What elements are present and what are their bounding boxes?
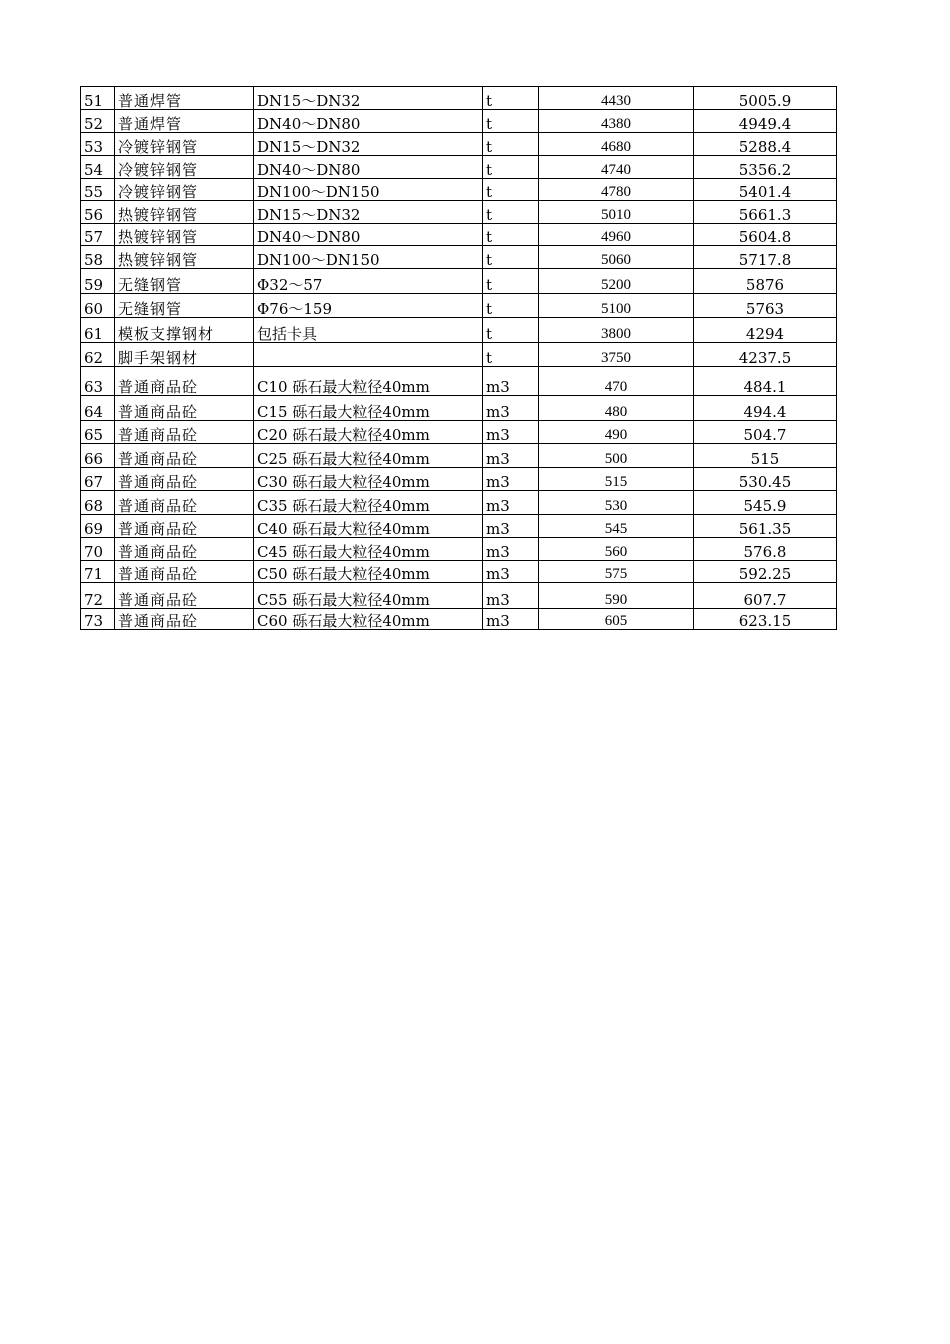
unit-cell: m3: [483, 367, 539, 396]
unit-price-cell: 590: [539, 583, 694, 609]
total-price-cell: 4294: [694, 318, 837, 343]
specification-cell: DN40～DN80: [254, 110, 483, 133]
unit-price-cell: 4740: [539, 156, 694, 179]
unit-cell: t: [483, 179, 539, 201]
unit-cell: m3: [483, 583, 539, 609]
material-name-cell: 冷镀锌钢管: [115, 156, 254, 179]
unit-price-cell: 470: [539, 367, 694, 396]
table-row: [81, 609, 837, 630]
unit-cell: t: [483, 294, 539, 318]
unit-price-cell: 490: [539, 421, 694, 444]
row-number-cell: 58: [81, 246, 115, 269]
unit-price-cell: 4380: [539, 110, 694, 133]
material-name-cell: 脚手架钢材: [115, 343, 254, 367]
row-number-cell: 59: [81, 269, 115, 294]
total-price-cell: 530.45: [694, 468, 837, 491]
specification-cell: C55 砾石最大粒径40mm: [254, 583, 483, 609]
specification-cell: DN100～DN150: [254, 246, 483, 269]
total-price-cell: 623.15: [694, 609, 837, 630]
table-row: [81, 110, 837, 133]
total-price-cell: 545.9: [694, 491, 837, 515]
material-name-cell: 普通商品砼: [115, 367, 254, 396]
material-name-cell: 无缝钢管: [115, 294, 254, 318]
unit-cell: t: [483, 133, 539, 156]
specification-cell: C35 砾石最大粒径40mm: [254, 491, 483, 515]
row-number-cell: 70: [81, 538, 115, 561]
table-row: [81, 133, 837, 156]
unit-cell: t: [483, 269, 539, 294]
row-number-cell: 67: [81, 468, 115, 491]
row-number-cell: 64: [81, 396, 115, 421]
table-row: [81, 515, 837, 538]
unit-cell: m3: [483, 444, 539, 468]
material-name-cell: 普通商品砼: [115, 538, 254, 561]
unit-cell: t: [483, 318, 539, 343]
material-name-cell: 普通商品砼: [115, 396, 254, 421]
total-price-cell: 5876: [694, 269, 837, 294]
table-row: [81, 468, 837, 491]
unit-cell: t: [483, 246, 539, 269]
table-row: [81, 444, 837, 468]
material-name-cell: 冷镀锌钢管: [115, 179, 254, 201]
table-row: [81, 396, 837, 421]
unit-cell: m3: [483, 609, 539, 630]
table-row: [81, 179, 837, 201]
material-name-cell: 普通商品砼: [115, 515, 254, 538]
material-name-cell: 普通焊管: [115, 110, 254, 133]
specification-cell: DN40～DN80: [254, 156, 483, 179]
specification-cell: DN40～DN80: [254, 224, 483, 246]
table-row: [81, 538, 837, 561]
row-number-cell: 55: [81, 179, 115, 201]
material-name-cell: 普通商品砼: [115, 468, 254, 491]
material-name-cell: 普通商品砼: [115, 561, 254, 583]
specification-cell: DN100～DN150: [254, 179, 483, 201]
unit-price-cell: 530: [539, 491, 694, 515]
unit-price-cell: 560: [539, 538, 694, 561]
specification-cell: C30 砾石最大粒径40mm: [254, 468, 483, 491]
unit-cell: m3: [483, 396, 539, 421]
specification-cell: C15 砾石最大粒径40mm: [254, 396, 483, 421]
total-price-cell: 576.8: [694, 538, 837, 561]
specification-cell: C50 砾石最大粒径40mm: [254, 561, 483, 583]
material-name-cell: 热镀锌钢管: [115, 246, 254, 269]
specification-cell: [254, 343, 483, 367]
unit-cell: t: [483, 201, 539, 224]
unit-cell: t: [483, 110, 539, 133]
table-row: [81, 246, 837, 269]
total-price-cell: 5005.9: [694, 87, 837, 110]
unit-cell: m3: [483, 561, 539, 583]
unit-cell: m3: [483, 421, 539, 444]
total-price-cell: 592.25: [694, 561, 837, 583]
material-name-cell: 普通商品砼: [115, 444, 254, 468]
specification-cell: C45 砾石最大粒径40mm: [254, 538, 483, 561]
material-name-cell: 普通商品砼: [115, 421, 254, 444]
material-name-cell: 模板支撑钢材: [115, 318, 254, 343]
unit-price-cell: 3750: [539, 343, 694, 367]
row-number-cell: 66: [81, 444, 115, 468]
unit-cell: m3: [483, 468, 539, 491]
total-price-cell: 515: [694, 444, 837, 468]
specification-cell: C10 砾石最大粒径40mm: [254, 367, 483, 396]
unit-price-cell: 480: [539, 396, 694, 421]
row-number-cell: 60: [81, 294, 115, 318]
row-number-cell: 69: [81, 515, 115, 538]
row-number-cell: 54: [81, 156, 115, 179]
unit-cell: t: [483, 343, 539, 367]
total-price-cell: 5661.3: [694, 201, 837, 224]
unit-price-cell: 5200: [539, 269, 694, 294]
unit-price-cell: 5010: [539, 201, 694, 224]
unit-price-cell: 500: [539, 444, 694, 468]
table-row: [81, 224, 837, 246]
specification-cell: DN15～DN32: [254, 133, 483, 156]
table-row: [81, 201, 837, 224]
specification-cell: C60 砾石最大粒径40mm: [254, 609, 483, 630]
row-number-cell: 72: [81, 583, 115, 609]
table-row: [81, 87, 837, 110]
table-row: [81, 421, 837, 444]
table-row: [81, 269, 837, 294]
table-row: [81, 156, 837, 179]
unit-cell: t: [483, 87, 539, 110]
total-price-cell: 504.7: [694, 421, 837, 444]
unit-cell: m3: [483, 515, 539, 538]
row-number-cell: 56: [81, 201, 115, 224]
total-price-cell: 494.4: [694, 396, 837, 421]
material-price-table: [80, 86, 837, 630]
row-number-cell: 52: [81, 110, 115, 133]
material-name-cell: 普通商品砼: [115, 609, 254, 630]
table-row: [81, 294, 837, 318]
unit-price-cell: 605: [539, 609, 694, 630]
unit-cell: t: [483, 224, 539, 246]
table-body: [81, 87, 837, 630]
unit-price-cell: 3800: [539, 318, 694, 343]
unit-price-cell: 4680: [539, 133, 694, 156]
unit-price-cell: 4960: [539, 224, 694, 246]
table-row: [81, 343, 837, 367]
specification-cell: Φ32～57: [254, 269, 483, 294]
material-name-cell: 普通焊管: [115, 87, 254, 110]
total-price-cell: 484.1: [694, 367, 837, 396]
row-number-cell: 65: [81, 421, 115, 444]
unit-price-cell: 5060: [539, 246, 694, 269]
row-number-cell: 73: [81, 609, 115, 630]
row-number-cell: 71: [81, 561, 115, 583]
material-name-cell: 冷镀锌钢管: [115, 133, 254, 156]
row-number-cell: 63: [81, 367, 115, 396]
specification-cell: C20 砾石最大粒径40mm: [254, 421, 483, 444]
specification-cell: C25 砾石最大粒径40mm: [254, 444, 483, 468]
row-number-cell: 62: [81, 343, 115, 367]
row-number-cell: 51: [81, 87, 115, 110]
material-name-cell: 普通商品砼: [115, 583, 254, 609]
unit-cell: m3: [483, 491, 539, 515]
row-number-cell: 68: [81, 491, 115, 515]
table-row: [81, 561, 837, 583]
unit-price-cell: 545: [539, 515, 694, 538]
total-price-cell: 5763: [694, 294, 837, 318]
unit-price-cell: 515: [539, 468, 694, 491]
total-price-cell: 5604.8: [694, 224, 837, 246]
material-name-cell: 无缝钢管: [115, 269, 254, 294]
specification-cell: 包括卡具: [254, 318, 483, 343]
material-name-cell: 热镀锌钢管: [115, 224, 254, 246]
row-number-cell: 57: [81, 224, 115, 246]
total-price-cell: 4237.5: [694, 343, 837, 367]
table-row: [81, 491, 837, 515]
row-number-cell: 61: [81, 318, 115, 343]
total-price-cell: 5288.4: [694, 133, 837, 156]
unit-price-cell: 5100: [539, 294, 694, 318]
total-price-cell: 5401.4: [694, 179, 837, 201]
material-name-cell: 普通商品砼: [115, 491, 254, 515]
total-price-cell: 607.7: [694, 583, 837, 609]
total-price-cell: 4949.4: [694, 110, 837, 133]
specification-cell: Φ76～159: [254, 294, 483, 318]
unit-price-cell: 4780: [539, 179, 694, 201]
table-row: [81, 583, 837, 609]
unit-price-cell: 575: [539, 561, 694, 583]
total-price-cell: 5717.8: [694, 246, 837, 269]
specification-cell: DN15～DN32: [254, 87, 483, 110]
specification-cell: DN15～DN32: [254, 201, 483, 224]
table-row: [81, 318, 837, 343]
table-row: [81, 367, 837, 396]
unit-cell: t: [483, 156, 539, 179]
row-number-cell: 53: [81, 133, 115, 156]
total-price-cell: 561.35: [694, 515, 837, 538]
specification-cell: C40 砾石最大粒径40mm: [254, 515, 483, 538]
material-name-cell: 热镀锌钢管: [115, 201, 254, 224]
unit-price-cell: 4430: [539, 87, 694, 110]
unit-cell: m3: [483, 538, 539, 561]
total-price-cell: 5356.2: [694, 156, 837, 179]
